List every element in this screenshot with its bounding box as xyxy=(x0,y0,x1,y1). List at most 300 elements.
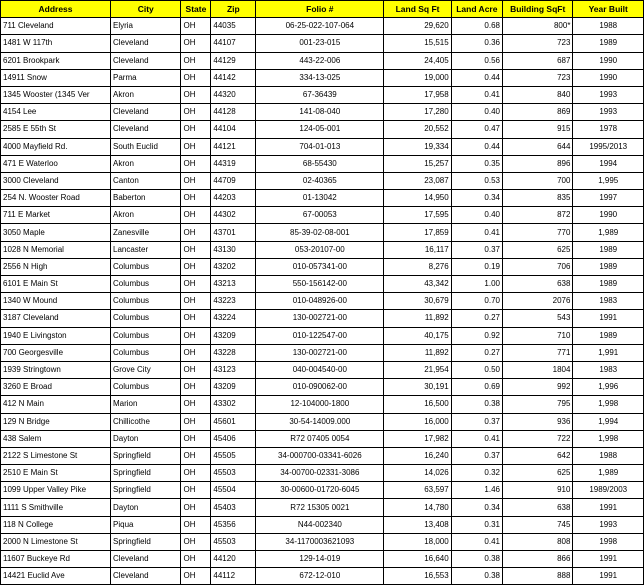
cell-year-built: 1993 xyxy=(573,516,644,533)
cell-building-sqft: 638 xyxy=(502,276,572,293)
cell-year-built: 1997 xyxy=(573,190,644,207)
cell-state: OH xyxy=(181,224,211,241)
cell-address: 129 N Bridge xyxy=(1,413,111,430)
table-row xyxy=(1,258,644,275)
cell-state: OH xyxy=(181,396,211,413)
cell-zip: 45403 xyxy=(211,499,256,516)
cell-building-sqft: 723 xyxy=(502,69,572,86)
cell-building-sqft: 800* xyxy=(502,18,572,35)
cell-city: Dayton xyxy=(111,430,181,447)
table-row xyxy=(1,155,644,172)
cell-building-sqft: 795 xyxy=(502,396,572,413)
cell-year-built: 1989 xyxy=(573,35,644,52)
cell-zip: 44035 xyxy=(211,18,256,35)
column-header-folio: Folio # xyxy=(256,1,384,18)
cell-city: Columbus xyxy=(111,293,181,310)
cell-address: 1940 E Livingston xyxy=(1,327,111,344)
cell-folio: 124-05-001 xyxy=(256,121,384,138)
cell-zip: 43209 xyxy=(211,379,256,396)
table-row xyxy=(1,361,644,378)
table-row xyxy=(1,207,644,224)
cell-state: OH xyxy=(181,138,211,155)
cell-state: OH xyxy=(181,155,211,172)
cell-folio: 129-14-019 xyxy=(256,551,384,568)
cell-folio: 672-12-010 xyxy=(256,568,384,585)
cell-land-acre: 0.38 xyxy=(451,568,502,585)
cell-year-built: 1995/2013 xyxy=(573,138,644,155)
cell-zip: 44112 xyxy=(211,568,256,585)
cell-address: 438 Salem xyxy=(1,430,111,447)
cell-folio: 68-55430 xyxy=(256,155,384,172)
table-row xyxy=(1,413,644,430)
cell-folio: 130-002721-00 xyxy=(256,344,384,361)
cell-folio: 30-54-14009.000 xyxy=(256,413,384,430)
cell-folio: 334-13-025 xyxy=(256,69,384,86)
cell-land-acre: 0.31 xyxy=(451,516,502,533)
cell-land-acre: 1.46 xyxy=(451,482,502,499)
table-row xyxy=(1,86,644,103)
cell-folio: 443-22-006 xyxy=(256,52,384,69)
cell-year-built: 1,994 xyxy=(573,413,644,430)
cell-building-sqft: 2076 xyxy=(502,293,572,310)
table-row xyxy=(1,224,644,241)
cell-building-sqft: 835 xyxy=(502,190,572,207)
table-row xyxy=(1,396,644,413)
cell-city: Columbus xyxy=(111,310,181,327)
table-row xyxy=(1,344,644,361)
table-body xyxy=(1,18,644,585)
cell-address: 4154 Lee xyxy=(1,104,111,121)
cell-zip: 43701 xyxy=(211,224,256,241)
cell-building-sqft: 840 xyxy=(502,86,572,103)
cell-folio: 67-36439 xyxy=(256,86,384,103)
cell-state: OH xyxy=(181,379,211,396)
cell-folio: 34-000700-03341-6026 xyxy=(256,447,384,464)
cell-address: 1028 N Memorial xyxy=(1,241,111,258)
cell-land-acre: 0.70 xyxy=(451,293,502,310)
cell-folio: 010-122547-00 xyxy=(256,327,384,344)
cell-land-acre: 0.47 xyxy=(451,121,502,138)
cell-building-sqft: 910 xyxy=(502,482,572,499)
cell-folio: N44-002340 xyxy=(256,516,384,533)
cell-address: 412 N Main xyxy=(1,396,111,413)
cell-year-built: 1978 xyxy=(573,121,644,138)
cell-year-built: 1,991 xyxy=(573,344,644,361)
cell-zip: 43224 xyxy=(211,310,256,327)
cell-land-acre: 0.32 xyxy=(451,465,502,482)
table-row xyxy=(1,35,644,52)
cell-folio: 02-40365 xyxy=(256,172,384,189)
cell-land-acre: 0.56 xyxy=(451,52,502,69)
cell-folio: 010-057341-00 xyxy=(256,258,384,275)
cell-land-acre: 0.44 xyxy=(451,69,502,86)
cell-building-sqft: 888 xyxy=(502,568,572,585)
cell-building-sqft: 866 xyxy=(502,551,572,568)
cell-year-built: 1994 xyxy=(573,155,644,172)
table-row xyxy=(1,516,644,533)
cell-city: Springfield xyxy=(111,465,181,482)
cell-building-sqft: 723 xyxy=(502,35,572,52)
cell-address: 6201 Brookpark xyxy=(1,52,111,69)
cell-address: 3050 Maple xyxy=(1,224,111,241)
cell-land-sq-ft: 15,257 xyxy=(384,155,451,172)
cell-land-sq-ft: 16,000 xyxy=(384,413,451,430)
cell-city: Columbus xyxy=(111,276,181,293)
cell-year-built: 1,989 xyxy=(573,224,644,241)
cell-building-sqft: 770 xyxy=(502,224,572,241)
cell-land-acre: 0.38 xyxy=(451,396,502,413)
cell-state: OH xyxy=(181,516,211,533)
cell-building-sqft: 808 xyxy=(502,533,572,550)
cell-year-built: 1993 xyxy=(573,86,644,103)
cell-year-built: 1990 xyxy=(573,69,644,86)
cell-folio: 85-39-02-08-001 xyxy=(256,224,384,241)
cell-city: Springfield xyxy=(111,482,181,499)
table-row xyxy=(1,430,644,447)
cell-city: Columbus xyxy=(111,379,181,396)
table-row xyxy=(1,241,644,258)
cell-land-acre: 0.37 xyxy=(451,413,502,430)
cell-address: 2510 E Main St xyxy=(1,465,111,482)
cell-year-built: 1,998 xyxy=(573,396,644,413)
cell-land-sq-ft: 14,026 xyxy=(384,465,451,482)
cell-city: Cleveland xyxy=(111,35,181,52)
cell-state: OH xyxy=(181,35,211,52)
table-header xyxy=(1,1,644,18)
table-row xyxy=(1,533,644,550)
cell-land-acre: 0.34 xyxy=(451,190,502,207)
cell-land-acre: 0.44 xyxy=(451,138,502,155)
cell-building-sqft: 872 xyxy=(502,207,572,224)
cell-city: Cleveland xyxy=(111,121,181,138)
cell-land-acre: 0.38 xyxy=(451,551,502,568)
cell-state: OH xyxy=(181,276,211,293)
cell-city: Canton xyxy=(111,172,181,189)
cell-city: Chillicothe xyxy=(111,413,181,430)
cell-zip: 44709 xyxy=(211,172,256,189)
cell-zip: 45504 xyxy=(211,482,256,499)
cell-land-sq-ft: 17,859 xyxy=(384,224,451,241)
cell-folio: R72 15305 0021 xyxy=(256,499,384,516)
cell-zip: 44107 xyxy=(211,35,256,52)
column-header-land-acre: Land Acre xyxy=(451,1,502,18)
cell-state: OH xyxy=(181,465,211,482)
cell-folio: 704-01-013 xyxy=(256,138,384,155)
cell-address: 471 E Waterloo xyxy=(1,155,111,172)
cell-building-sqft: 722 xyxy=(502,430,572,447)
table-row xyxy=(1,104,644,121)
table-row xyxy=(1,69,644,86)
cell-land-acre: 0.41 xyxy=(451,224,502,241)
cell-city: Zanesville xyxy=(111,224,181,241)
cell-zip: 43223 xyxy=(211,293,256,310)
cell-zip: 43130 xyxy=(211,241,256,258)
cell-city: Elyria xyxy=(111,18,181,35)
cell-land-acre: 0.68 xyxy=(451,18,502,35)
cell-zip: 43123 xyxy=(211,361,256,378)
cell-folio: 30-00600-01720-6045 xyxy=(256,482,384,499)
cell-land-sq-ft: 13,408 xyxy=(384,516,451,533)
cell-land-sq-ft: 40,175 xyxy=(384,327,451,344)
cell-folio: 34-00700-02331-3086 xyxy=(256,465,384,482)
cell-zip: 45503 xyxy=(211,465,256,482)
cell-city: Springfield xyxy=(111,533,181,550)
cell-year-built: 1993 xyxy=(573,104,644,121)
cell-city: Marion xyxy=(111,396,181,413)
cell-building-sqft: 706 xyxy=(502,258,572,275)
cell-address: 1939 Stringtown xyxy=(1,361,111,378)
cell-year-built: 1989/2003 xyxy=(573,482,644,499)
cell-land-sq-ft: 23,087 xyxy=(384,172,451,189)
cell-address: 1111 S Smithville xyxy=(1,499,111,516)
cell-city: Springfield xyxy=(111,447,181,464)
cell-building-sqft: 625 xyxy=(502,465,572,482)
cell-land-sq-ft: 14,950 xyxy=(384,190,451,207)
table-row xyxy=(1,190,644,207)
table-row xyxy=(1,499,644,516)
cell-land-sq-ft: 16,240 xyxy=(384,447,451,464)
cell-state: OH xyxy=(181,258,211,275)
cell-building-sqft: 992 xyxy=(502,379,572,396)
cell-address: 118 N College xyxy=(1,516,111,533)
cell-year-built: 1989 xyxy=(573,327,644,344)
cell-zip: 45406 xyxy=(211,430,256,447)
table-row xyxy=(1,52,644,69)
cell-folio: 12-104000-1800 xyxy=(256,396,384,413)
cell-address: 4000 Mayfield Rd. xyxy=(1,138,111,155)
cell-building-sqft: 771 xyxy=(502,344,572,361)
cell-zip: 44128 xyxy=(211,104,256,121)
cell-folio: 01-13042 xyxy=(256,190,384,207)
column-header-zip: Zip xyxy=(211,1,256,18)
cell-year-built: 1983 xyxy=(573,361,644,378)
cell-city: Dayton xyxy=(111,499,181,516)
cell-state: OH xyxy=(181,52,211,69)
cell-state: OH xyxy=(181,482,211,499)
cell-building-sqft: 638 xyxy=(502,499,572,516)
table-row xyxy=(1,327,644,344)
cell-zip: 44320 xyxy=(211,86,256,103)
cell-building-sqft: 625 xyxy=(502,241,572,258)
cell-building-sqft: 896 xyxy=(502,155,572,172)
cell-land-sq-ft: 19,334 xyxy=(384,138,451,155)
cell-address: 1099 Upper Valley Pike xyxy=(1,482,111,499)
cell-land-sq-ft: 63,597 xyxy=(384,482,451,499)
cell-folio: 040-004540-00 xyxy=(256,361,384,378)
cell-city: Akron xyxy=(111,155,181,172)
cell-address: 3187 Cleveland xyxy=(1,310,111,327)
cell-city: Lancaster xyxy=(111,241,181,258)
cell-state: OH xyxy=(181,190,211,207)
table-row xyxy=(1,568,644,585)
cell-year-built: 1,995 xyxy=(573,172,644,189)
table-row xyxy=(1,482,644,499)
cell-land-sq-ft: 15,515 xyxy=(384,35,451,52)
cell-year-built: 1998 xyxy=(573,533,644,550)
cell-state: OH xyxy=(181,18,211,35)
cell-address: 2556 N High xyxy=(1,258,111,275)
cell-land-sq-ft: 11,892 xyxy=(384,344,451,361)
cell-folio: 550-156142-00 xyxy=(256,276,384,293)
cell-state: OH xyxy=(181,551,211,568)
cell-zip: 44142 xyxy=(211,69,256,86)
cell-state: OH xyxy=(181,86,211,103)
cell-folio: 053-20107-00 xyxy=(256,241,384,258)
cell-year-built: 1990 xyxy=(573,52,644,69)
cell-zip: 44302 xyxy=(211,207,256,224)
cell-folio: 010-090062-00 xyxy=(256,379,384,396)
cell-city: Columbus xyxy=(111,327,181,344)
cell-address: 11607 Buckeye Rd xyxy=(1,551,111,568)
cell-zip: 45356 xyxy=(211,516,256,533)
cell-land-sq-ft: 11,892 xyxy=(384,310,451,327)
cell-land-acre: 0.69 xyxy=(451,379,502,396)
cell-folio: 141-08-040 xyxy=(256,104,384,121)
cell-land-acre: 0.27 xyxy=(451,344,502,361)
cell-land-sq-ft: 43,342 xyxy=(384,276,451,293)
cell-year-built: 1988 xyxy=(573,447,644,464)
cell-folio: R72 07405 0054 xyxy=(256,430,384,447)
cell-land-acre: 0.92 xyxy=(451,327,502,344)
cell-building-sqft: 543 xyxy=(502,310,572,327)
header-row xyxy=(1,1,644,18)
cell-folio: 06-25-022-107-064 xyxy=(256,18,384,35)
cell-address: 1481 W 117th xyxy=(1,35,111,52)
column-header-land-sq-ft: Land Sq Ft xyxy=(384,1,451,18)
cell-city: Akron xyxy=(111,207,181,224)
cell-land-acre: 0.37 xyxy=(451,241,502,258)
cell-state: OH xyxy=(181,499,211,516)
cell-building-sqft: 915 xyxy=(502,121,572,138)
cell-folio: 001-23-015 xyxy=(256,35,384,52)
cell-land-sq-ft: 17,595 xyxy=(384,207,451,224)
cell-state: OH xyxy=(181,430,211,447)
cell-city: Cleveland xyxy=(111,568,181,585)
cell-city: Baberton xyxy=(111,190,181,207)
table-row xyxy=(1,379,644,396)
cell-year-built: 1991 xyxy=(573,551,644,568)
column-header-city: City xyxy=(111,1,181,18)
cell-city: Columbus xyxy=(111,258,181,275)
table-row xyxy=(1,121,644,138)
cell-state: OH xyxy=(181,293,211,310)
cell-zip: 43228 xyxy=(211,344,256,361)
cell-land-sq-ft: 20,552 xyxy=(384,121,451,138)
cell-city: Cleveland xyxy=(111,104,181,121)
cell-land-acre: 0.27 xyxy=(451,310,502,327)
column-header-year-built: Year Built xyxy=(573,1,644,18)
cell-land-sq-ft: 16,500 xyxy=(384,396,451,413)
cell-zip: 44120 xyxy=(211,551,256,568)
cell-zip: 43209 xyxy=(211,327,256,344)
cell-year-built: 1,989 xyxy=(573,465,644,482)
cell-zip: 43302 xyxy=(211,396,256,413)
table-row xyxy=(1,172,644,189)
cell-land-sq-ft: 21,954 xyxy=(384,361,451,378)
cell-building-sqft: 745 xyxy=(502,516,572,533)
cell-city: Cleveland xyxy=(111,52,181,69)
column-header-building-sqft: Building SqFt xyxy=(502,1,572,18)
cell-address: 3260 E Broad xyxy=(1,379,111,396)
cell-building-sqft: 642 xyxy=(502,447,572,464)
table-row xyxy=(1,310,644,327)
cell-zip: 43202 xyxy=(211,258,256,275)
table-row xyxy=(1,276,644,293)
cell-zip: 45505 xyxy=(211,447,256,464)
cell-year-built: 1,996 xyxy=(573,379,644,396)
cell-zip: 44319 xyxy=(211,155,256,172)
cell-land-sq-ft: 30,191 xyxy=(384,379,451,396)
cell-land-acre: 1.00 xyxy=(451,276,502,293)
cell-zip: 44121 xyxy=(211,138,256,155)
cell-address: 1340 W Mound xyxy=(1,293,111,310)
cell-state: OH xyxy=(181,121,211,138)
cell-year-built: 1991 xyxy=(573,310,644,327)
cell-land-acre: 0.35 xyxy=(451,155,502,172)
cell-address: 2000 N Limestone St xyxy=(1,533,111,550)
cell-land-sq-ft: 16,117 xyxy=(384,241,451,258)
column-header-state: State xyxy=(181,1,211,18)
cell-year-built: 1988 xyxy=(573,18,644,35)
cell-folio: 34-1170003621093 xyxy=(256,533,384,550)
cell-building-sqft: 710 xyxy=(502,327,572,344)
cell-state: OH xyxy=(181,327,211,344)
cell-land-sq-ft: 16,640 xyxy=(384,551,451,568)
cell-city: Akron xyxy=(111,86,181,103)
cell-address: 14911 Snow xyxy=(1,69,111,86)
cell-city: South Euclid xyxy=(111,138,181,155)
cell-year-built: 1,998 xyxy=(573,430,644,447)
cell-land-acre: 0.34 xyxy=(451,499,502,516)
table-row xyxy=(1,447,644,464)
cell-state: OH xyxy=(181,344,211,361)
cell-land-acre: 0.41 xyxy=(451,533,502,550)
cell-zip: 43213 xyxy=(211,276,256,293)
cell-city: Cleveland xyxy=(111,551,181,568)
cell-land-sq-ft: 8,276 xyxy=(384,258,451,275)
cell-building-sqft: 644 xyxy=(502,138,572,155)
cell-city: Piqua xyxy=(111,516,181,533)
cell-zip: 44104 xyxy=(211,121,256,138)
cell-land-acre: 0.40 xyxy=(451,104,502,121)
cell-state: OH xyxy=(181,447,211,464)
cell-address: 6101 E Main St xyxy=(1,276,111,293)
cell-land-acre: 0.41 xyxy=(451,430,502,447)
cell-year-built: 1989 xyxy=(573,258,644,275)
cell-land-sq-ft: 17,982 xyxy=(384,430,451,447)
cell-state: OH xyxy=(181,69,211,86)
table-row xyxy=(1,138,644,155)
cell-state: OH xyxy=(181,413,211,430)
cell-year-built: 1991 xyxy=(573,568,644,585)
cell-address: 254 N. Wooster Road xyxy=(1,190,111,207)
cell-city: Columbus xyxy=(111,344,181,361)
cell-zip: 44129 xyxy=(211,52,256,69)
table-row xyxy=(1,551,644,568)
cell-land-acre: 0.19 xyxy=(451,258,502,275)
cell-year-built: 1989 xyxy=(573,276,644,293)
cell-year-built: 1989 xyxy=(573,241,644,258)
cell-year-built: 1990 xyxy=(573,207,644,224)
table-row xyxy=(1,465,644,482)
cell-city: Grove City xyxy=(111,361,181,378)
cell-folio: 130-002721-00 xyxy=(256,310,384,327)
cell-state: OH xyxy=(181,172,211,189)
cell-land-sq-ft: 24,405 xyxy=(384,52,451,69)
cell-building-sqft: 869 xyxy=(502,104,572,121)
cell-state: OH xyxy=(181,533,211,550)
cell-building-sqft: 1804 xyxy=(502,361,572,378)
